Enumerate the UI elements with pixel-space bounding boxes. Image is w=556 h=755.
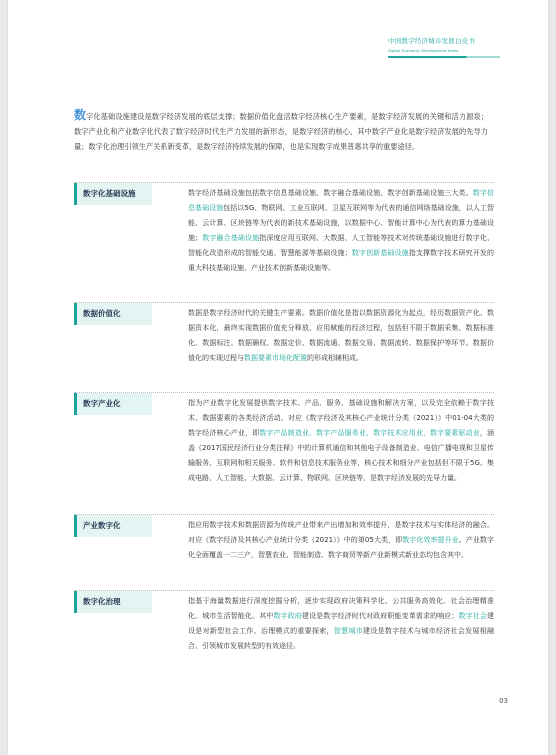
- header-title: 中国数字经济城市发展白皮书: [388, 37, 476, 45]
- intro-paragraph: [74, 108, 488, 154]
- row-label: 产业数字化: [74, 515, 152, 537]
- row-body: [188, 396, 494, 486]
- body-text: 指为产业数字化发展提供数字技术、产品、服务、基础设施和解决方案，以及完全依赖于数字技术、数据要素的各类经济活动。对应《数字经济及其核心产业统计分类（2021）》中01-04大类的数字经济核心产业，即: [188, 399, 494, 437]
- definition-row: [74, 302, 494, 393]
- drop-cap: 数: [74, 108, 87, 122]
- highlighted-term: 智慧城市: [333, 627, 364, 635]
- body-text: 指基于海量数据进行深度挖掘分析，逐步实现政府决策科学化、公共服务高效化、社会治理精准化、城市生活智能化。其中: [188, 597, 494, 620]
- body-text: 数字经济基础设施包括数字信息基础设施、数字融合基础设施、数字创新基础设施三大类。: [188, 189, 473, 197]
- body-text: 指深度应用互联网、大数据、人工智能等技术对传统基础设施进行数字化、智能化改造形成的智能交通、智慧能源等基础设施；: [188, 234, 495, 257]
- definition-row: [74, 182, 494, 303]
- page-number: 03: [499, 697, 508, 705]
- highlighted-term: 数字信息基础设施: [188, 189, 495, 212]
- document-page: [8, 0, 548, 755]
- body-text: ，涵盖《2017国民经济行业分类注释》中的计算机通信和其他电子设备制造业、电信广播电视和卫星传输服务、互联网和相关服务、软件和信息技术服务业等，核心技术和细分产业包括但不限于5G、集成电路、人工智能、大数据、云计算、物联网、区块链等，是数字经济发展的先导力量。: [188, 429, 495, 482]
- row-body: [188, 186, 494, 276]
- body-text: 包括以5G、物联网、工业互联网、卫星互联网等为代表的通信网络基础设施，以人工智能、云计算、区块链等为代表的新技术基础设施，以数据中心、智能计算中心为代表的算力基础设施；: [188, 204, 495, 242]
- row-label: 数字化治理: [74, 591, 152, 613]
- highlighted-term: 数字化效率提升业: [402, 536, 459, 544]
- highlighted-term: 数字创新基础设施: [351, 249, 409, 257]
- body-text: 建设是数字技术与城市经济社会发展相融合、引领城市发展转型的有效途径。: [188, 627, 495, 650]
- row-body: [188, 518, 494, 563]
- body-text: 指应用数字技术和数据资源为传统产业带来产出增加和效率提升，是数字技术与实体经济的融合。对应《数字经济及其核心产业统计分类（2021）》中的第05大类，即: [188, 521, 494, 544]
- body-text: 。产业数字化全面覆盖一二三产，智慧农业、智能制造、数字商贸等新产业新模式新业态均包含其中。: [188, 536, 495, 559]
- body-text: 指支撑数字技术研究开发的重大科技基础设施、产业技术创新基础设施等。: [188, 249, 495, 272]
- definition-row: [74, 392, 494, 515]
- page-header: [388, 36, 508, 58]
- intro-text: 字化基础设施建设是数字经济发展的底层支撑；数据价值化盘活数字经济核心生产要素，是数字经济发展的关键和活力源泉；数字产业化和产业数字化代表了数字经济时代生产力发展的新形态，是数字经济的核心，其中数字产业化是数字经济发展的先导力量；数字化治理引领生产关系新变革，是数字经济持续发展的保障，也是实现数字成果普惠共享的重要途径。: [74, 112, 488, 151]
- highlighted-term: 数字融合基础设施: [202, 234, 260, 242]
- highlighted-term: 数据要素市场化配置: [244, 354, 307, 362]
- highlighted-term: 数字社会: [458, 612, 488, 620]
- highlighted-term: 数字政府: [273, 612, 302, 620]
- body-text: 建设是数字经济时代对政府职能变革需求的响应；: [301, 612, 459, 620]
- body-text: 的形成相辅相成。: [307, 354, 363, 362]
- header-subtitle: Digital Economic Development Index: [388, 48, 459, 53]
- row-label: 数字产业化: [74, 393, 152, 415]
- definition-row: [74, 590, 494, 653]
- highlighted-term: 数字产品制造业、数字产品服务业、数字技术应用业、数字要素驱动业: [259, 429, 480, 437]
- body-text: 建设是对新型社会工作、治理模式的重要探索，: [188, 612, 495, 635]
- row-body: [188, 594, 494, 654]
- header-rule: [388, 56, 500, 58]
- row-body: [188, 306, 494, 366]
- row-label: 数字化基础设施: [74, 183, 152, 205]
- row-label: 数据价值化: [74, 303, 152, 325]
- body-text: 数据是数字经济时代的关键生产要素。数据价值化是指以数据资源化为起点，经历数据资产化、数据资本化，最终实现数据价值充分释放、应用赋能的经济过程，包括但不限于数据采集、数据标准化、数据标注、数据确权、数据定价、数据流通、数据交易、数据流转、数据保护等环节。数据价值化的实现过程与: [188, 309, 494, 362]
- definition-row: [74, 514, 494, 591]
